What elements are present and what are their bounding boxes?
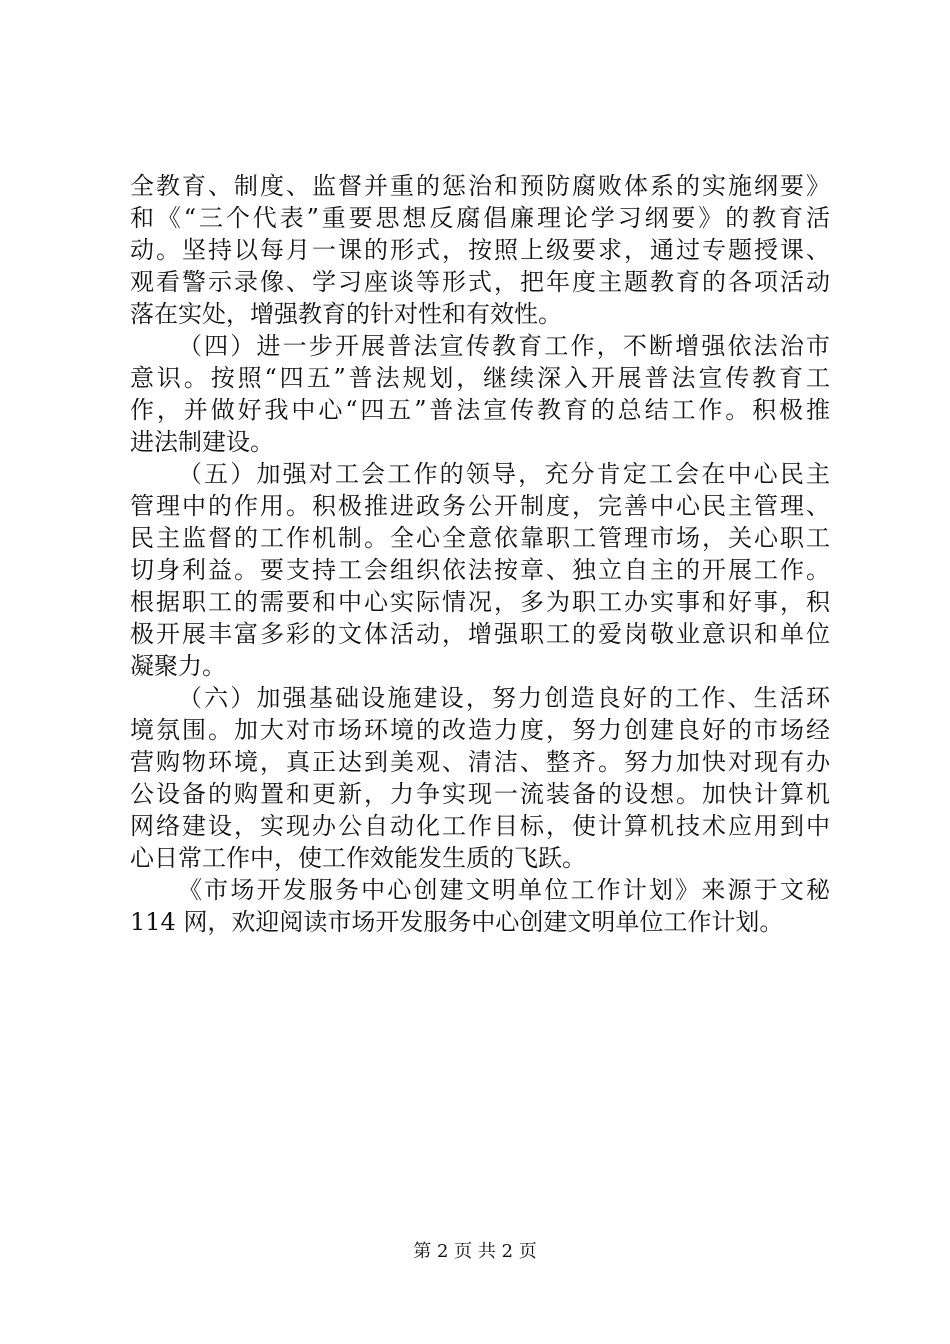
text-line: 凝聚力。	[130, 652, 226, 680]
text-line: 根据职工的需要和中心实际情况，多为职工办实事和好事，积	[130, 588, 830, 616]
text-line: 动。坚持以每月一课的形式，按照上级要求，通过专题授课、	[130, 236, 830, 264]
text-line: 网络建设，实现办公自动化工作目标，使计算机技术应用到中	[130, 812, 830, 840]
text-line: 意识。按照“四五”普法规划，继续深入开展普法宣传教育工	[130, 364, 830, 392]
text-line: 管理中的作用。积极推进政务公开制度，完善中心民主管理、	[130, 492, 830, 520]
source-note-line: 《市场开发服务中心创建文明单位工作计划》来源于文秘	[178, 876, 830, 904]
text-line: 和《“三个代表”重要思想反腐倡廉理论学习纲要》的教育活	[130, 204, 830, 232]
text-line: 境氛围。加大对市场环境的改造力度，努力创建良好的市场经	[130, 716, 830, 744]
text-line: 公设备的购置和更新，力争实现一流装备的设想。加快计算机	[130, 780, 830, 808]
text-line: 切身利益。要支持工会组织依法按章、独立自主的开展工作。	[130, 556, 830, 584]
text-line: 民主监督的工作机制。全心全意依靠职工管理市场，关心职工	[130, 524, 830, 552]
document-body	[130, 170, 830, 938]
text-line: 进法制建设。	[130, 428, 274, 456]
text-line: 心日常工作中，使工作效能发生质的飞跃。	[130, 844, 586, 872]
paragraph-heading-line: （五）加强对工会工作的领导，充分肯定工会在中心民主	[178, 460, 830, 488]
text-line: 营购物环境，真正达到美观、清洁、整齐。努力加快对现有办	[130, 748, 830, 776]
text-line: 落在实处，增强教育的针对性和有效性。	[130, 300, 562, 328]
text-line: 极开展丰富多彩的文体活动，增强职工的爱岗敬业意识和单位	[130, 620, 830, 648]
paragraph-heading-line: （六）加强基础设施建设，努力创造良好的工作、生活环	[178, 684, 830, 712]
text-line: 全教育、制度、监督并重的惩治和预防腐败体系的实施纲要》	[130, 172, 830, 200]
source-note-line: 114 网，欢迎阅读市场开发服务中心创建文明单位工作计划。	[130, 908, 784, 936]
page-number-footer: 第 2 页 共 2 页	[413, 1241, 537, 1262]
text-line: 观看警示录像、学习座谈等形式，把年度主题教育的各项活动	[130, 268, 830, 296]
text-line: 作，并做好我中心“四五”普法宣传教育的总结工作。积极推	[130, 396, 830, 424]
paragraph-heading-line: （四）进一步开展普法宣传教育工作，不断增强依法治市	[178, 332, 830, 360]
